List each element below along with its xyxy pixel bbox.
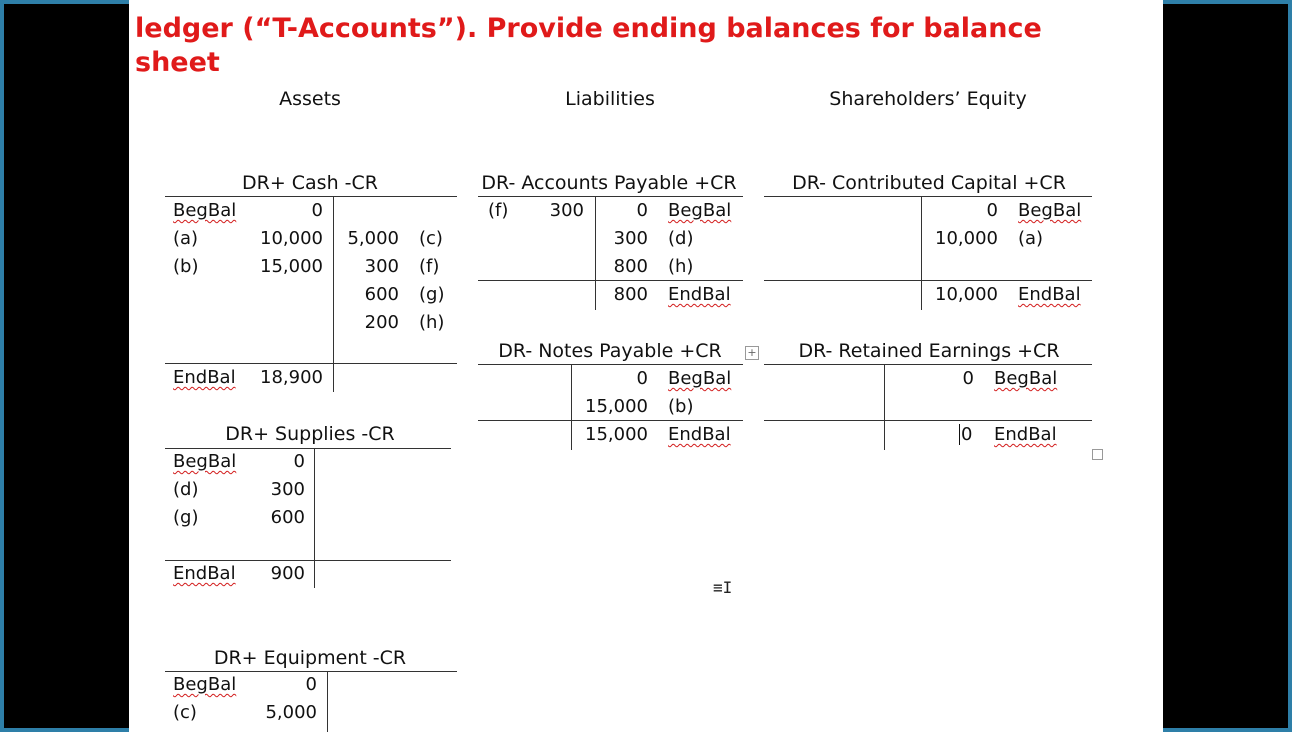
account-title: DR+ Supplies -CR — [225, 423, 395, 445]
beg-bal-label: BegBal — [173, 674, 237, 695]
beg-bal-label: BegBal — [668, 368, 732, 389]
i-beam-cursor-icon: ≡I — [713, 578, 733, 597]
beg-bal-value: 0 — [962, 368, 974, 389]
account-title: DR- Retained Earnings +CR — [798, 340, 1060, 362]
end-bal-value: 18,900 — [260, 367, 323, 388]
t-line-vertical — [921, 196, 922, 310]
credit-value: 300 — [364, 256, 399, 277]
end-bal-label: EndBal — [668, 424, 731, 445]
beg-bal-value: 0 — [636, 200, 648, 221]
credit-ref: (g) — [419, 284, 445, 305]
end-bal-value[interactable]: 0 — [961, 424, 973, 445]
debit-value: 300 — [270, 479, 305, 500]
end-bal-label: EndBal — [173, 367, 236, 388]
t-line-top — [165, 196, 457, 197]
debit-ref: (d) — [173, 479, 199, 500]
debit-ref: (c) — [173, 702, 197, 723]
t-line-vertical — [314, 448, 315, 588]
t-line-vertical — [327, 671, 328, 732]
account-title: DR- Notes Payable +CR — [498, 340, 722, 362]
beg-bal-value: 0 — [293, 451, 305, 472]
header-liabilities: Liabilities — [565, 88, 655, 110]
credit-ref: (f) — [419, 256, 440, 277]
debit-ref: (a) — [173, 228, 199, 249]
end-bal-value: 800 — [613, 284, 648, 305]
credit-value: 200 — [364, 312, 399, 333]
t-line-top — [165, 671, 457, 672]
title-line-2: sheet — [135, 47, 220, 78]
t-line-vertical — [595, 196, 596, 310]
credit-value: 15,000 — [585, 396, 648, 417]
debit-value: 5,000 — [265, 702, 317, 723]
t-line-bottom — [478, 280, 743, 281]
beg-bal-label: BegBal — [173, 451, 237, 472]
t-line-vertical — [571, 364, 572, 450]
title-line-1: ledger (“T-Accounts”). Provide ending balances for balance — [135, 13, 1042, 44]
end-bal-value: 900 — [270, 563, 305, 584]
credit-value: 10,000 — [935, 228, 998, 249]
t-line-top — [764, 364, 1092, 365]
t-line-bottom — [165, 363, 457, 364]
beg-bal-value: 0 — [311, 200, 323, 221]
beg-bal-value: 0 — [986, 200, 998, 221]
account-title: DR+ Equipment -CR — [213, 647, 407, 669]
document-page — [129, 0, 1163, 732]
t-line-vertical — [884, 364, 885, 450]
credit-ref: (a) — [1018, 228, 1044, 249]
t-line-bottom — [764, 420, 1092, 421]
resize-handle-icon[interactable] — [1092, 449, 1103, 460]
credit-ref: (h) — [668, 256, 694, 277]
debit-ref: (f) — [488, 200, 509, 221]
beg-bal-label: BegBal — [994, 368, 1058, 389]
debit-ref: (g) — [173, 507, 199, 528]
beg-bal-label: BegBal — [668, 200, 732, 221]
credit-value: 300 — [613, 228, 648, 249]
end-bal-label: EndBal — [1018, 284, 1081, 305]
t-line-bottom — [764, 280, 1092, 281]
move-handle-icon[interactable]: + — [745, 346, 759, 360]
t-line-top — [478, 364, 743, 365]
t-line-top — [764, 196, 1092, 197]
beg-bal-label: BegBal — [1018, 200, 1082, 221]
credit-ref: (b) — [668, 396, 694, 417]
account-title: DR- Accounts Payable +CR — [481, 172, 737, 194]
t-line-top — [165, 448, 451, 449]
end-bal-value: 10,000 — [935, 284, 998, 305]
end-bal-label: EndBal — [994, 424, 1057, 445]
t-line-bottom — [165, 560, 451, 561]
end-bal-label: EndBal — [173, 563, 236, 584]
debit-value: 10,000 — [260, 228, 323, 249]
header-shareholders-equity: Shareholders’ Equity — [829, 88, 1027, 110]
credit-ref: (h) — [419, 312, 445, 333]
credit-ref: (c) — [419, 228, 443, 249]
end-bal-label: EndBal — [668, 284, 731, 305]
debit-ref: (b) — [173, 256, 199, 277]
debit-value: 300 — [549, 200, 584, 221]
credit-value: 800 — [613, 256, 648, 277]
header-assets: Assets — [279, 88, 341, 110]
t-line-bottom — [478, 420, 743, 421]
end-bal-value: 15,000 — [585, 424, 648, 445]
debit-value: 600 — [270, 507, 305, 528]
beg-bal-value: 0 — [636, 368, 648, 389]
credit-value: 5,000 — [347, 228, 399, 249]
credit-ref: (d) — [668, 228, 694, 249]
account-title: DR+ Cash -CR — [241, 172, 378, 194]
beg-bal-label: BegBal — [173, 200, 237, 221]
credit-value: 600 — [364, 284, 399, 305]
t-line-top — [478, 196, 743, 197]
beg-bal-value: 0 — [305, 674, 317, 695]
debit-value: 15,000 — [260, 256, 323, 277]
account-title: DR- Contributed Capital +CR — [792, 172, 1066, 194]
